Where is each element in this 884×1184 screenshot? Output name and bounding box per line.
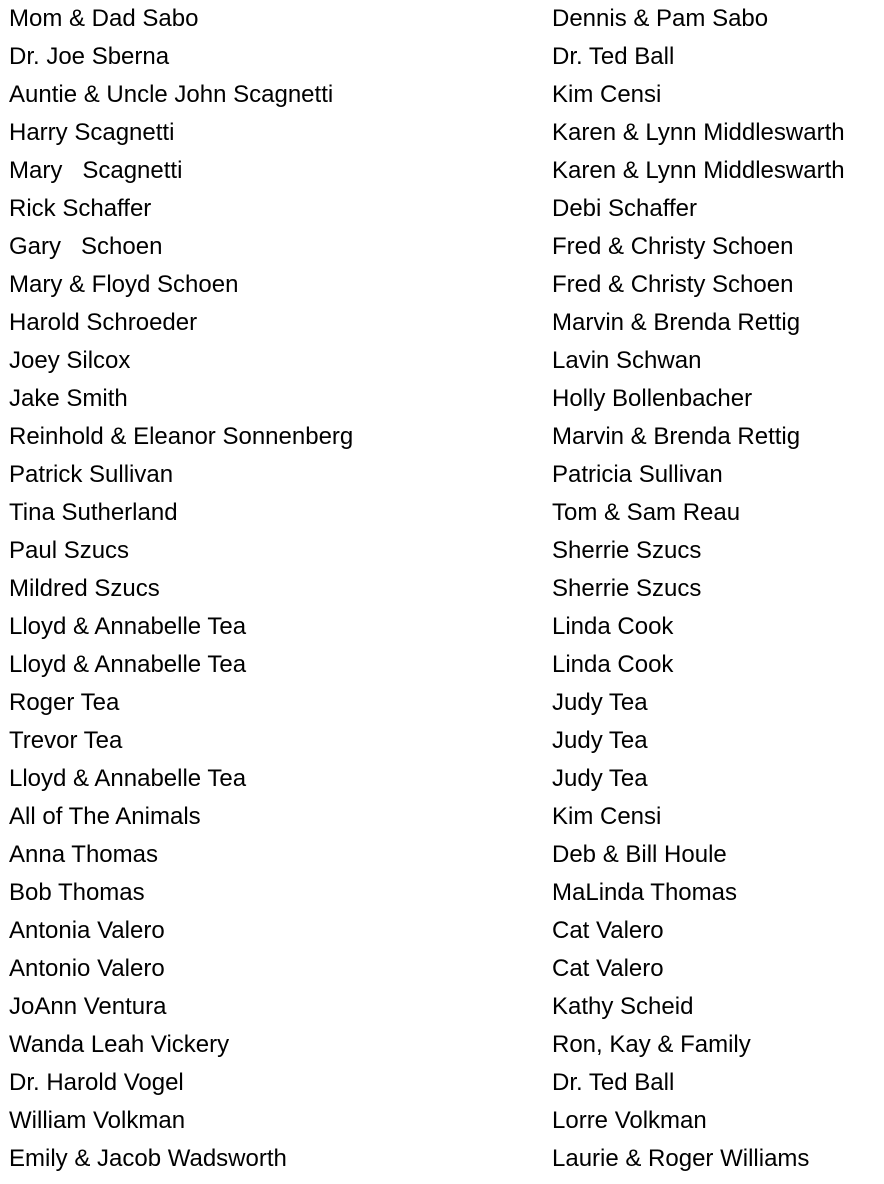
donor-name: Laurie & Roger Williams (552, 1145, 810, 1172)
donor-name: Karen & Lynn Middleswarth (552, 157, 845, 184)
donor-name: Debi Schaffer (552, 195, 697, 222)
list-row (0, 266, 884, 304)
list-row (0, 798, 884, 836)
list-row (0, 684, 884, 722)
list-row (0, 608, 884, 646)
list-row (0, 836, 884, 874)
honoree-name: Rick Schaffer (9, 195, 152, 222)
list-row (0, 418, 884, 456)
list-row (0, 722, 884, 760)
honoree-name: Gary Schoen (9, 233, 163, 260)
list-row (0, 114, 884, 152)
honoree-name: Jake Smith (9, 385, 128, 412)
honoree-name: Roger Tea (9, 689, 120, 716)
donor-name: Dr. Ted Ball (552, 43, 675, 70)
honoree-name: All of The Animals (9, 803, 201, 830)
donor-name: Dennis & Pam Sabo (552, 5, 769, 32)
list-row (0, 570, 884, 608)
honoree-name: Lloyd & Annabelle Tea (9, 613, 247, 640)
honoree-name: Bob Thomas (9, 879, 145, 906)
list-row (0, 874, 884, 912)
honoree-name: Patrick Sullivan (9, 461, 174, 488)
donor-name: Lavin Schwan (552, 347, 702, 374)
donor-name: Marvin & Brenda Rettig (552, 423, 801, 450)
honoree-name: Joey Silcox (9, 347, 131, 374)
donor-name: Fred & Christy Schoen (552, 271, 794, 298)
list-row (0, 1026, 884, 1064)
list-row (0, 190, 884, 228)
honoree-name: Wanda Leah Vickery (9, 1031, 230, 1058)
honoree-name: William Volkman (9, 1107, 186, 1134)
donor-name: MaLinda Thomas (552, 879, 737, 906)
honoree-name: Antonia Valero (9, 917, 165, 944)
donor-name: Cat Valero (552, 917, 664, 944)
honoree-name: Mildred Szucs (9, 575, 160, 602)
donor-name: Kim Censi (552, 81, 662, 108)
honoree-name: Lloyd & Annabelle Tea (9, 765, 247, 792)
honoree-name: Reinhold & Eleanor Sonnenberg (9, 423, 354, 450)
list-row (0, 532, 884, 570)
honoree-name: Antonio Valero (9, 955, 165, 982)
list-row (0, 1140, 884, 1178)
donor-name: Deb & Bill Houle (552, 841, 727, 868)
list-row (0, 760, 884, 798)
donor-name: Fred & Christy Schoen (552, 233, 794, 260)
list-row (0, 0, 884, 38)
list-row (0, 456, 884, 494)
list-row (0, 1064, 884, 1102)
honoree-name: Mom & Dad Sabo (9, 5, 199, 32)
honoree-name: Auntie & Uncle John Scagnetti (9, 81, 334, 108)
honoree-name: Lloyd & Annabelle Tea (9, 651, 247, 678)
honoree-name: Emily & Jacob Wadsworth (9, 1145, 287, 1172)
donor-name: Judy Tea (552, 727, 648, 754)
honoree-name: Harry Scagnetti (9, 119, 175, 146)
honoree-name: Anna Thomas (9, 841, 158, 868)
honoree-name: Trevor Tea (9, 727, 123, 754)
donor-name: Sherrie Szucs (552, 575, 702, 602)
donor-name: Patricia Sullivan (552, 461, 723, 488)
donor-name: Cat Valero (552, 955, 664, 982)
donor-name: Lorre Volkman (552, 1107, 707, 1134)
list-row (0, 912, 884, 950)
honoree-name: Harold Schroeder (9, 309, 198, 336)
donor-name: Karen & Lynn Middleswarth (552, 119, 845, 146)
list-row (0, 950, 884, 988)
list-row (0, 988, 884, 1026)
honoree-name: Mary Scagnetti (9, 157, 183, 184)
honoree-name: JoAnn Ventura (9, 993, 167, 1020)
donor-name: Linda Cook (552, 651, 674, 678)
honoree-name: Dr. Harold Vogel (9, 1069, 184, 1096)
donor-name: Linda Cook (552, 613, 674, 640)
donor-name: Dr. Ted Ball (552, 1069, 675, 1096)
honoree-name: Tina Sutherland (9, 499, 178, 526)
list-row (0, 646, 884, 684)
donor-name: Holly Bollenbacher (552, 385, 753, 412)
donor-name: Ron, Kay & Family (552, 1031, 751, 1058)
list-row (0, 38, 884, 76)
donor-name: Judy Tea (552, 689, 648, 716)
donor-name: Marvin & Brenda Rettig (552, 309, 801, 336)
donor-name: Tom & Sam Reau (552, 499, 741, 526)
honoree-name: Mary & Floyd Schoen (9, 271, 239, 298)
donor-name: Judy Tea (552, 765, 648, 792)
list-row (0, 152, 884, 190)
donor-name: Kim Censi (552, 803, 662, 830)
list-row (0, 1102, 884, 1140)
honoree-name: Dr. Joe Sberna (9, 43, 170, 70)
list-row (0, 342, 884, 380)
honoree-name: Paul Szucs (9, 537, 130, 564)
list-row (0, 494, 884, 532)
donor-name: Sherrie Szucs (552, 537, 702, 564)
list-row (0, 304, 884, 342)
list-row (0, 76, 884, 114)
list-row (0, 228, 884, 266)
list-row (0, 380, 884, 418)
donor-name: Kathy Scheid (552, 993, 694, 1020)
